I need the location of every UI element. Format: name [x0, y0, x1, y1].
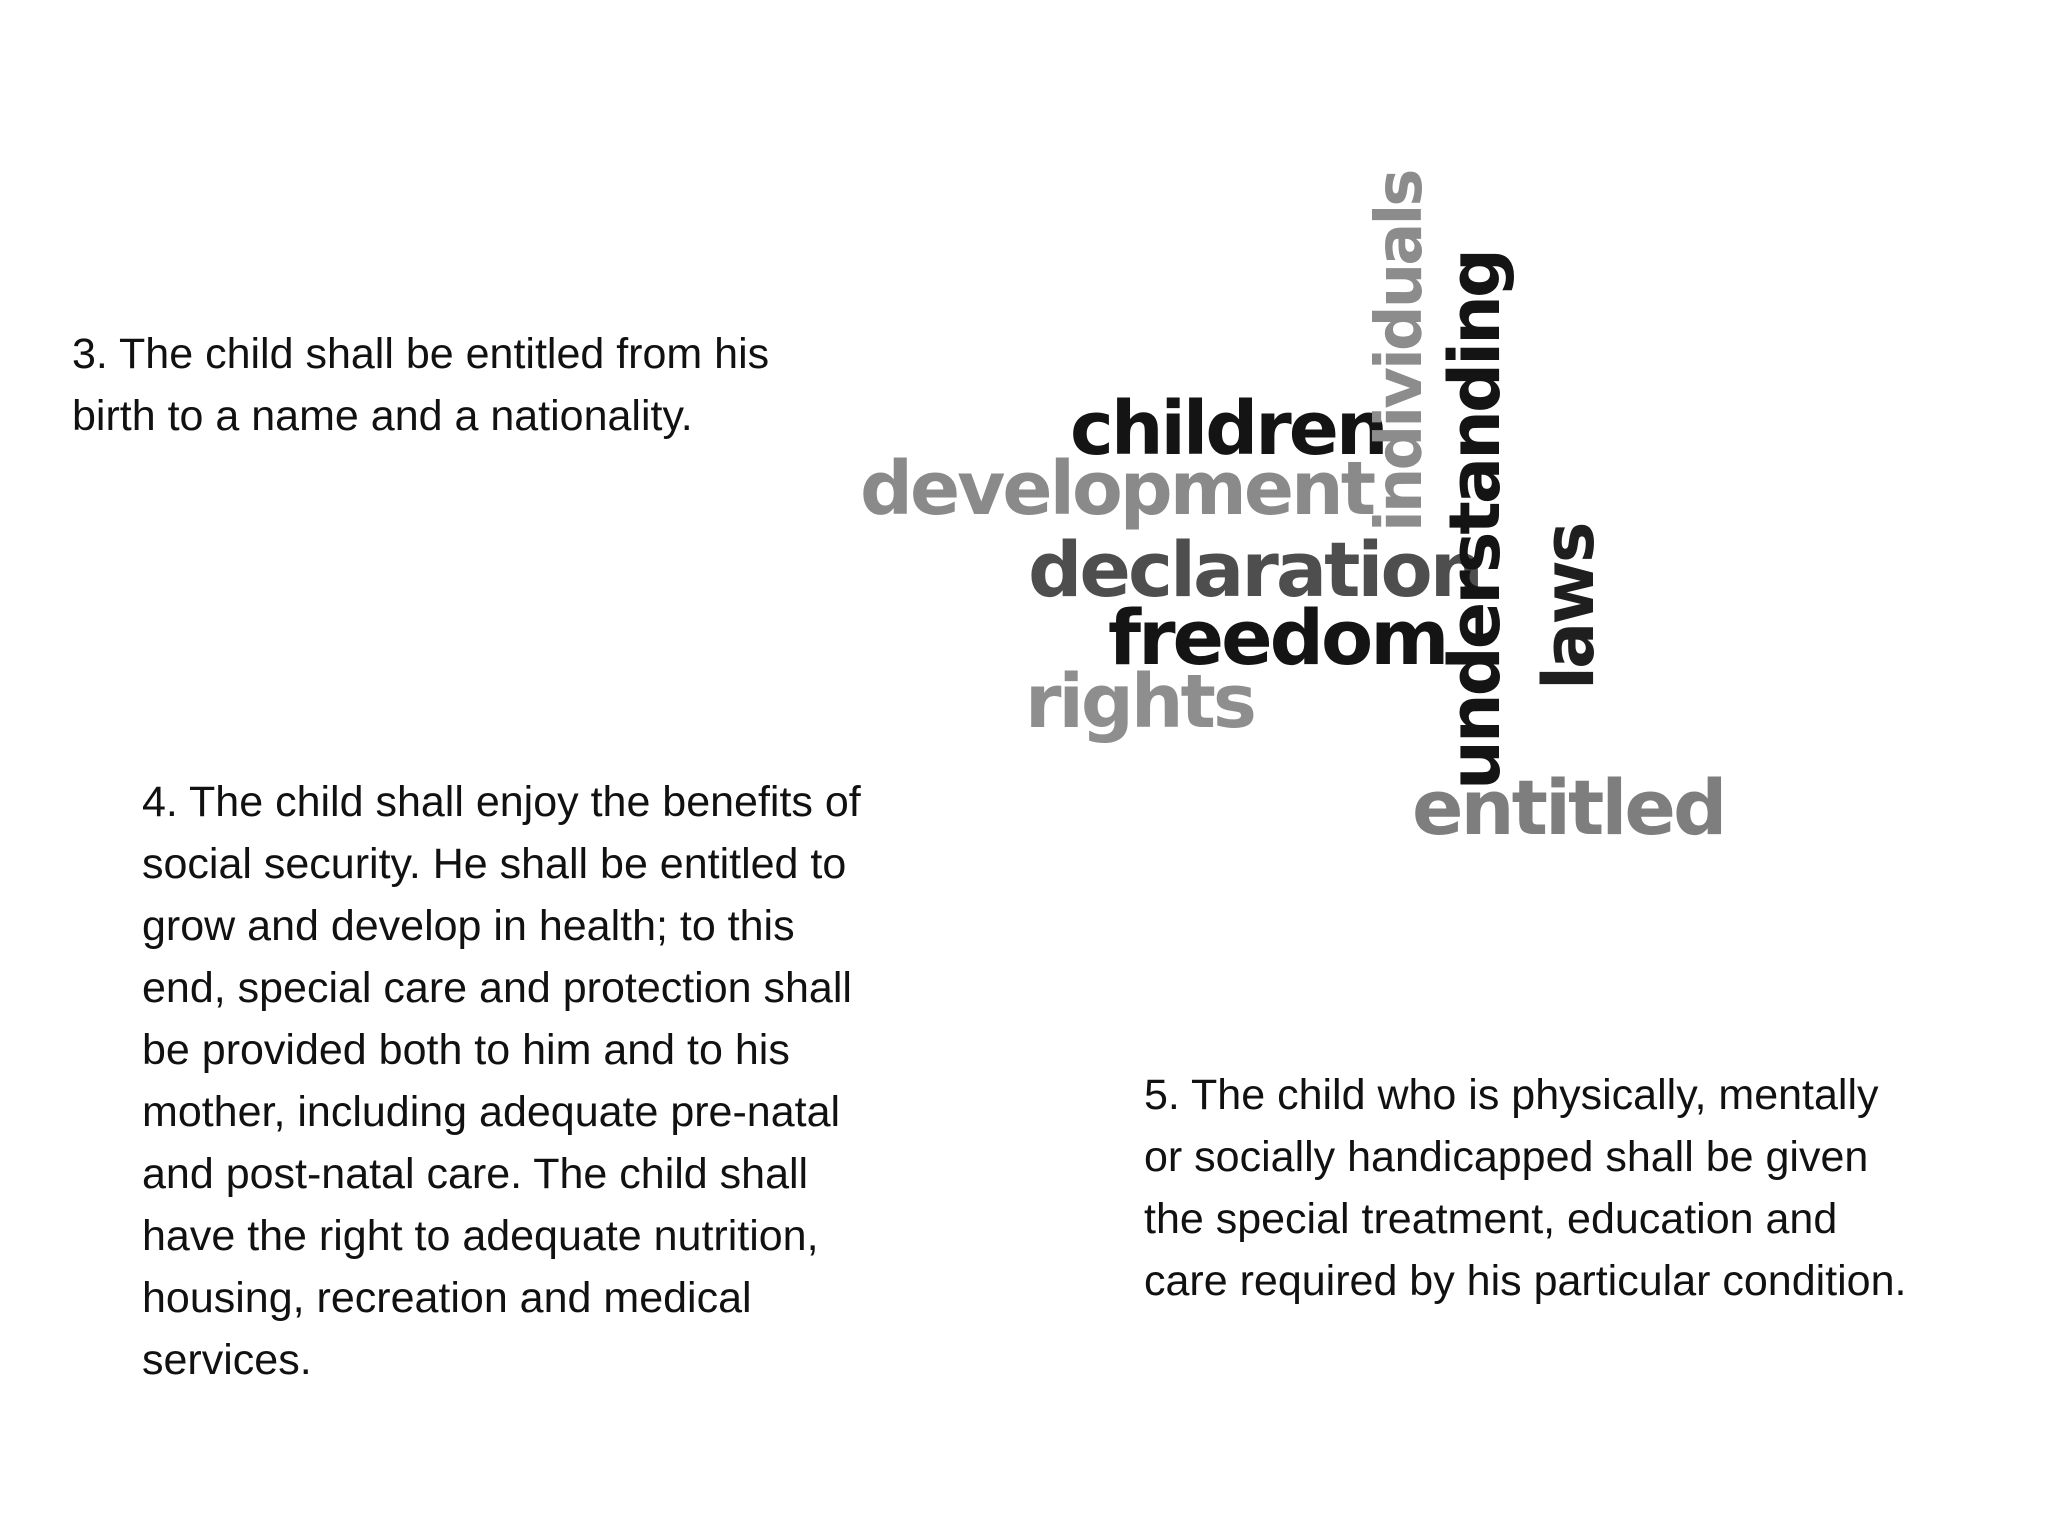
word-children: children: [1070, 386, 1386, 472]
paragraph-article-3: 3. The child shall be entitled from his birth to a name and a nationality.: [72, 330, 770, 440]
word-development: development: [860, 446, 1374, 532]
word-declaration: declaration: [1028, 525, 1481, 614]
word-entitled: entitled: [1412, 763, 1725, 852]
word-laws: laws: [1528, 524, 1610, 690]
paragraph-article-4: 4. The child shall enjoy the benefits of social security. He shall be entitled to grow and develop in health; to this end, special care and protection shall be provided both to him and to his mother, including adequate pre-natal and post-natal care. The child shall have the right to adequate nutrition, housing, recreation and medical services.: [142, 778, 861, 1384]
word-cloud-image: [860, 130, 1740, 860]
word-individuals: individuals: [1363, 171, 1437, 532]
word-freedom: freedom: [1108, 593, 1447, 682]
word-understanding: understanding: [1434, 250, 1516, 790]
word-rights: rights: [1025, 659, 1254, 745]
paragraph-article-5: 5. The child who is physically, mentally or socially handicapped shall be given the special treatment, education and care required by his particular condition.: [1144, 1071, 1907, 1305]
